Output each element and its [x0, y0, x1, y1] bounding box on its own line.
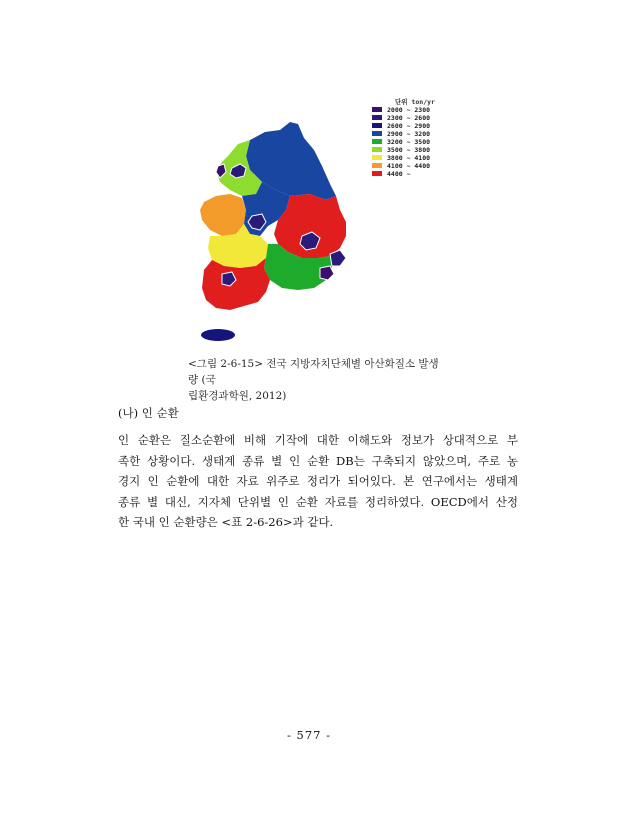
legend-item [372, 122, 430, 129]
legend-swatch [372, 155, 382, 160]
legend-label: 2900 ~ 3200 [387, 129, 431, 138]
legend-item [372, 170, 410, 177]
paragraph-line: 인 순환은 질소순환에 비해 기작에 대한 이해도와 정보가 상대적으로 부 [118, 433, 518, 447]
figure-caption-line: 립환경과학원, 2012) [188, 390, 287, 402]
legend-label: 3200 ~ 3500 [387, 137, 431, 146]
legend-item [372, 162, 430, 169]
paragraph-line: 경지 인 순환에 대한 자료 위주로 정리가 되어있다. 본 연구에서는 생태계 [118, 474, 518, 488]
legend-item [372, 154, 430, 161]
legend-item [372, 146, 430, 153]
legend-label: 3800 ~ 4100 [387, 153, 431, 162]
region-chungnam [200, 194, 246, 236]
figure-caption-line: <그림 2-6-15> 전국 지방자치단체별 아산화질소 발생량 (국 [188, 358, 439, 386]
legend-swatch [372, 107, 382, 112]
paragraph-line: 족한 상황이다. 생태계 종류 별 인 순환 DB는 구축되지 않았으며, 주로 농 [118, 453, 518, 468]
legend-label: 2600 ~ 2900 [387, 121, 431, 130]
legend-label: 2300 ~ 2600 [387, 113, 431, 122]
legend-swatch [372, 163, 382, 168]
legend-swatch [372, 147, 382, 152]
legend-item [372, 138, 430, 145]
region-jeju [201, 329, 235, 341]
legend-label: 4400 ~ [387, 169, 411, 178]
legend-label: 3500 ~ 3800 [387, 145, 431, 154]
legend-label: 4100 ~ 4400 [387, 161, 431, 170]
body-paragraph [118, 430, 518, 533]
legend-label: 2000 ~ 2300 [387, 105, 431, 114]
legend-unit: 단위 ton/yr [395, 98, 435, 106]
legend-item [372, 114, 430, 121]
section-heading: (나) 인 순환 [118, 406, 179, 420]
legend-swatch [372, 131, 382, 136]
figure-caption [188, 356, 448, 404]
legend-swatch [372, 115, 382, 120]
paragraph-line: 종류 별 대신, 지자체 단위별 인 순환 자료를 정리하였다. OECD에서 산정 [118, 494, 518, 509]
page-number: - 577 - [286, 728, 332, 742]
legend-item [372, 106, 430, 113]
korea-emission-map [190, 110, 370, 350]
legend-swatch [372, 123, 382, 128]
legend-swatch [372, 139, 382, 144]
legend-item [372, 130, 430, 137]
legend-swatch [372, 171, 382, 176]
paragraph-line: 한 국내 인 순환량은 <표 2-6-26>과 같다. [118, 515, 334, 529]
